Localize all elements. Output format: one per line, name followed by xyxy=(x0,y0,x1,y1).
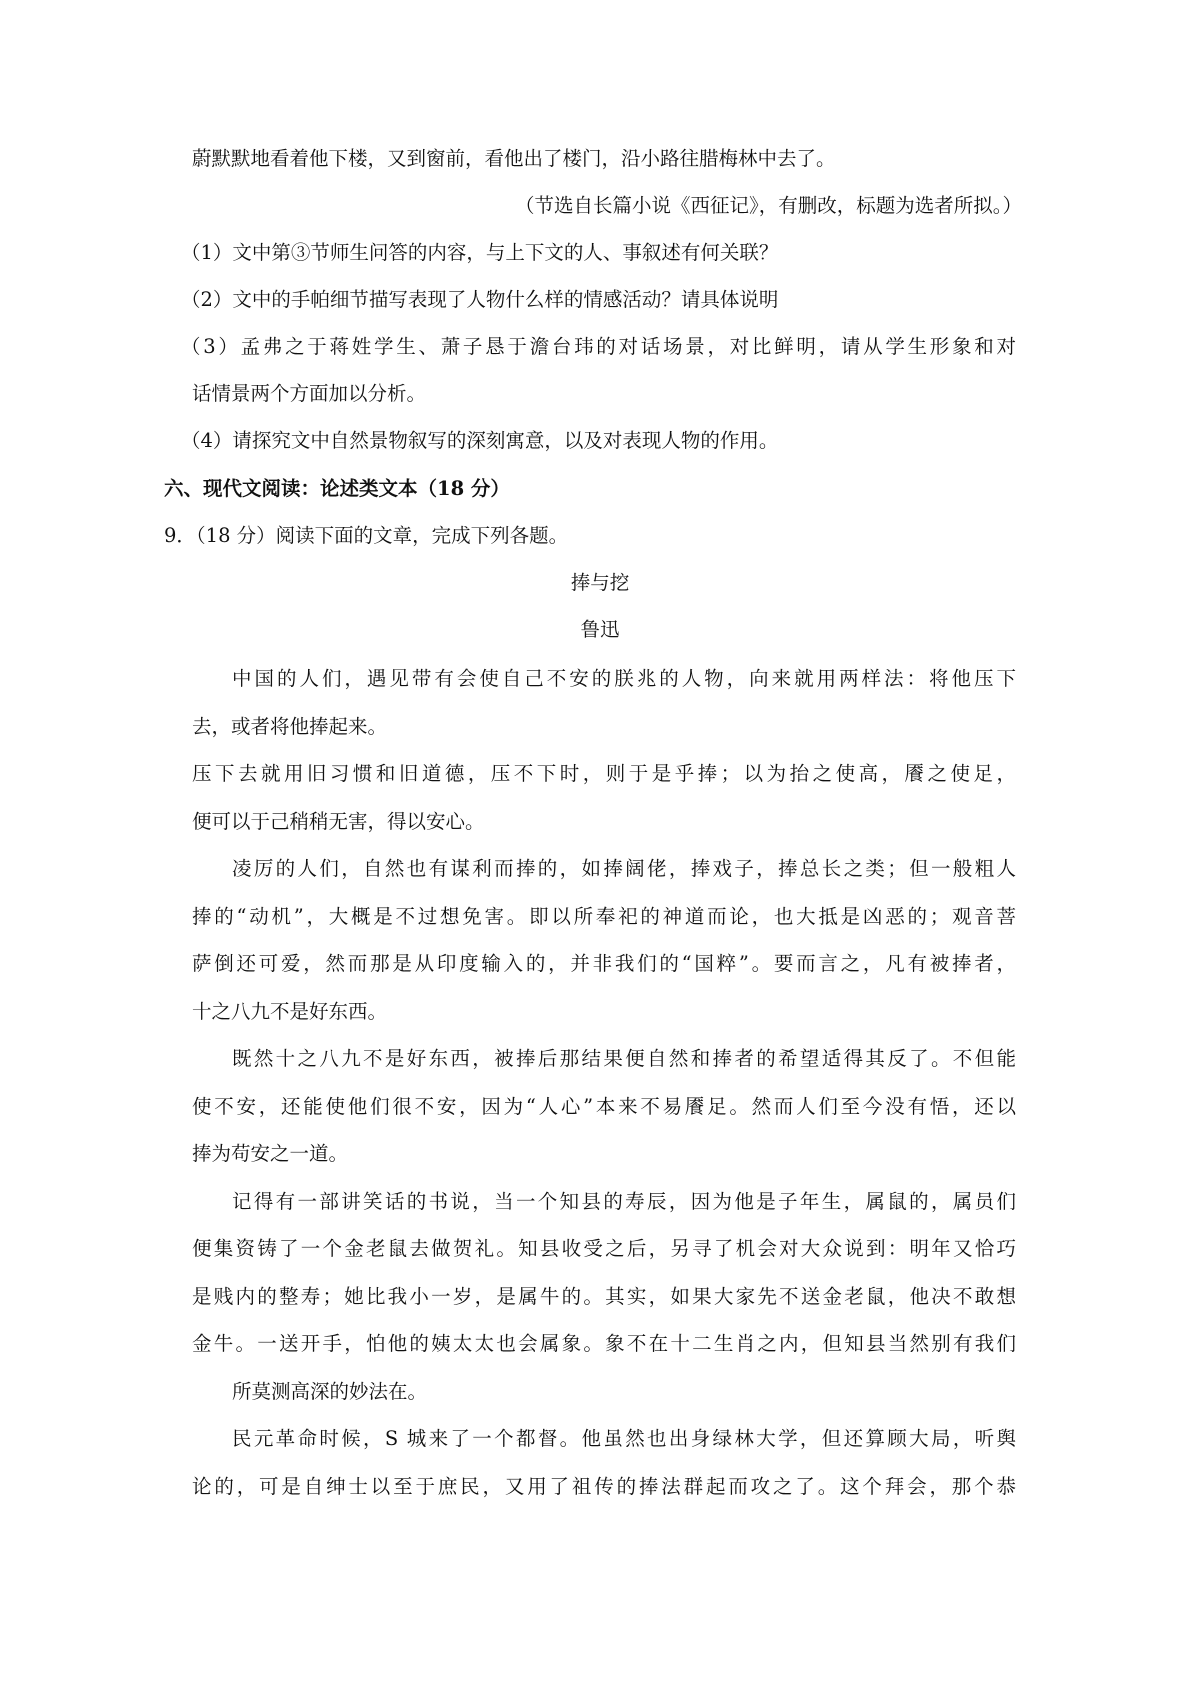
article-line: 十之八九不是好东西。 xyxy=(192,1000,388,1023)
question-item: （3）孟弗之于蒋姓学生、萧子恳于澹台玮的对话场景，对比鲜明，请从学生形象和对 xyxy=(181,335,1016,358)
article-line: 压下去就用旧习惯和旧道德，压不下时，则于是乎捧；以为抬之使高，餍之使足， xyxy=(192,762,1016,785)
article-line: 捧为苟安之一道。 xyxy=(192,1142,349,1165)
article-line: 金牛。一送开手，怕他的姨太太也会属象。象不在十二生肖之内，但知县当然别有我们 xyxy=(192,1332,1016,1355)
article-line: 既然十之八九不是好东西，被捧后那结果便自然和捧者的希望适得其反了。不但能 xyxy=(232,1047,1016,1070)
article-line: 中国的人们，遇见带有会使自己不安的朕兆的人物，向来就用两样法：将他压下 xyxy=(232,667,1016,690)
question-item: （4）请探究文中自然景物叙写的深刻寓意，以及对表现人物的作用。 xyxy=(181,429,779,452)
article-line: 所莫测高深的妙法在。 xyxy=(232,1380,428,1403)
article-author: 鲁迅 xyxy=(580,618,620,641)
previous-text-last-line: 蔚默默地看着他下楼，又到窗前，看他出了楼门，沿小路往腊梅林中去了。 xyxy=(192,147,836,170)
article-line: 记得有一部讲笑话的书说，当一个知县的寿辰，因为他是子年生，属鼠的，属员们 xyxy=(232,1190,1016,1213)
article-line: 萨倒还可爱，然而那是从印度输入的，并非我们的“国粹”。要而言之，凡有被捧者， xyxy=(192,952,1016,975)
article-line: 凌厉的人们，自然也有谋利而捧的，如捧阔佬，捧戏子，捧总长之类；但一般粗人 xyxy=(232,857,1016,880)
article-line: 捧的“动机”，大概是不过想免害。即以所奉祀的神道而论，也大抵是凶恶的；观音菩 xyxy=(192,905,1016,928)
question-item: （1）文中第③节师生问答的内容，与上下文的人、事叙述有何关联？ xyxy=(181,241,779,264)
article-line: 去，或者将他捧起来。 xyxy=(192,715,388,738)
article-line: 便可以于己稍稍无害，得以安心。 xyxy=(192,810,485,833)
article-title: 捧与挖 xyxy=(570,571,630,594)
source-note: （节选自长篇小说《西征记》，有删改，标题为选者所拟。） xyxy=(514,194,1022,217)
article-line: 使不安，还能使他们很不安，因为“人心”本来不易餍足。然而人们至今没有悟，还以 xyxy=(192,1095,1016,1118)
article-line: 论的，可是自绅士以至于庶民，又用了祖传的捧法群起而攻之了。这个拜会，那个恭 xyxy=(192,1475,1016,1498)
question-item: （2）文中的手帕细节描写表现了人物什么样的情感活动？请具体说明 xyxy=(181,288,779,311)
article-line: 是贱内的整寿；她比我小一岁，是属牛的。其实，如果大家先不送金老鼠，他决不敢想 xyxy=(192,1285,1016,1308)
question-9-prompt: 9．（18 分）阅读下面的文章，完成下列各题。 xyxy=(164,524,569,547)
article-line: 便集资铸了一个金老鼠去做贺礼。知县收受之后，另寻了机会对大众说到：明年又恰巧 xyxy=(192,1237,1016,1260)
section-heading: 六、现代文阅读：论述类文本（18 分） xyxy=(164,477,510,500)
article-line: 民元革命时候，S 城来了一个都督。他虽然也出身绿林大学，但还算顾大局，听舆 xyxy=(232,1427,1016,1450)
question-item-continuation: 话情景两个方面加以分析。 xyxy=(192,382,427,405)
